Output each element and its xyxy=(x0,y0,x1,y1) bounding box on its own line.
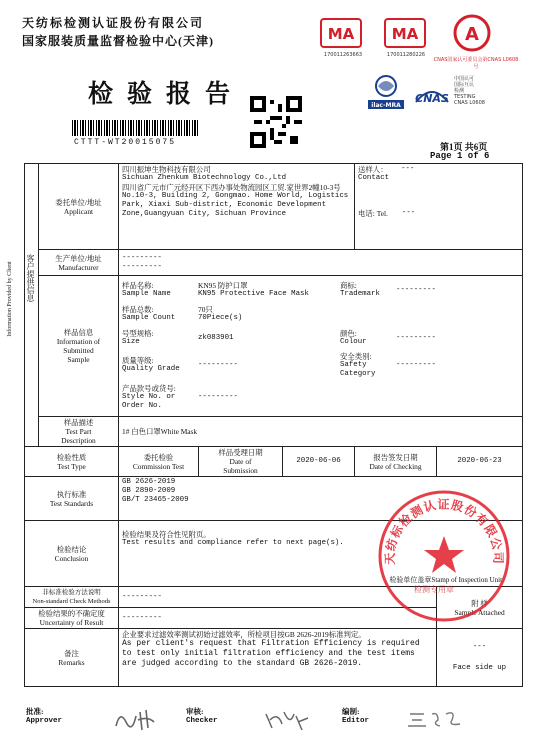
standard-item: GB 2890-2009 xyxy=(122,487,176,495)
sample-attached-value xyxy=(437,629,523,687)
checker-label-en: Checker xyxy=(186,717,218,725)
contact-block xyxy=(355,164,523,250)
approver-label-cn: 批准: xyxy=(26,707,44,716)
client-side-cn: 客户提供信息 xyxy=(26,254,35,302)
uncertainty-en: Uncertainty of Result xyxy=(39,618,104,627)
test-type-value-cn: 委托检验 xyxy=(143,452,174,462)
safety-value: --------- xyxy=(396,360,436,369)
cnas-line-4: TESTING xyxy=(454,94,476,100)
report-title: 检验报告 xyxy=(88,81,245,108)
sample-info-grid xyxy=(119,278,522,414)
contact-label-en: Contact xyxy=(358,174,390,182)
cma-logo-2 xyxy=(384,18,426,50)
checking-label xyxy=(355,447,437,477)
submission-cn: 样品受理日期 xyxy=(218,448,263,457)
editor-signature xyxy=(404,708,468,735)
client-side-en: Information Provided by Client xyxy=(6,261,13,337)
barcode xyxy=(72,120,200,136)
svg-text:A: A xyxy=(465,24,479,45)
sample-name-value-cn: KN95 防护口罩 xyxy=(198,281,248,290)
page-number-cn: 第1页 共6页 xyxy=(440,142,488,152)
safety-label-cn: 安全类别: xyxy=(340,351,372,361)
stamp-note: 检验单位盖章Stamp of Inspection Unit xyxy=(389,576,503,584)
official-stamp xyxy=(374,486,514,626)
checker-block xyxy=(186,706,218,725)
sample-attached-value-1: --- xyxy=(472,642,487,651)
tel-value: --- xyxy=(401,209,416,217)
non-standard-cn: 非标准检验方法说明 xyxy=(42,589,101,596)
tel-label: 电话: Tel. xyxy=(358,209,388,218)
size-value: zk083901 xyxy=(198,333,234,342)
cnas-logo xyxy=(412,80,452,110)
test-type-label xyxy=(25,447,119,477)
cma-cert-1: 170011263663 xyxy=(323,52,363,58)
conclusion-text-cn: 检验结果及符合性见附页。 xyxy=(122,530,211,539)
style-label-en-1: Style No. or xyxy=(122,392,176,401)
conclusion-text-en: Test results and compliance refer to next page(s). xyxy=(122,539,344,547)
cnas-line-2: 国际互认 xyxy=(454,82,475,88)
test-part-cn: 样品描述 xyxy=(63,418,94,427)
quality-label-cn: 质量等级: xyxy=(122,356,154,365)
org-name: 天纺标检测认证股份有限公司 xyxy=(22,16,205,30)
applicant-name-cn: 四川振坤生物科技有限公司 xyxy=(122,165,211,174)
sample-info-block xyxy=(119,276,523,417)
editor-label-en: Editor xyxy=(342,717,370,725)
test-part-en-2: Description xyxy=(61,436,96,445)
test-type-cn: 检验性质 xyxy=(56,452,87,462)
colour-label-en: Colour xyxy=(340,338,367,346)
applicant-label-en: Applicant xyxy=(63,206,94,216)
test-type-value xyxy=(119,447,199,477)
standards-label xyxy=(25,477,119,521)
uncertainty-value: --------- xyxy=(119,608,437,629)
non-standard-en: Non-standard Check Methods xyxy=(32,598,111,605)
safety-label-en-2: Category xyxy=(340,369,376,378)
applicant-label-cn: 委托单位/地址 xyxy=(55,197,102,207)
applicant-addr-en: No.10-3, Building 2, Gongmao. Home World, Logistics Park, Xiaxi Sub-district, Economic Development Zone,Guangyuan City, Sichuan Province xyxy=(122,192,349,218)
remarks-text-en: As per client's request that Filtration Efficiency is required to test only initial filtration efficiency and the test items are judged according to the standard GB 2626-2019. xyxy=(122,639,420,668)
checking-en: Date of Checking xyxy=(369,461,422,471)
sample-attached-value-2: Face side up xyxy=(452,663,507,672)
page-number-en: Page 1 of 6 xyxy=(430,151,490,161)
submission-label xyxy=(199,447,283,477)
sample-info-en-2: Submitted xyxy=(63,346,94,355)
applicant-name-en: Sichuan Zhenkum Biotechnology Co.,Ltd xyxy=(122,174,287,182)
conclusion-label xyxy=(25,521,119,587)
count-label-cn: 样品总数: xyxy=(122,305,154,314)
cnas-line-3: 检测 xyxy=(454,88,465,94)
center-name: 国家服装质量监督检验中心(天津) xyxy=(22,34,214,48)
qr-code xyxy=(250,96,302,148)
client-side-label xyxy=(25,164,39,447)
size-label-en: Size xyxy=(122,338,140,346)
remarks-en: Remarks xyxy=(58,657,85,667)
trademark-label-en: Trademark xyxy=(340,290,380,298)
sample-name-label-cn: 样品名称: xyxy=(122,281,154,290)
sample-name-value-en: KN95 Protective Face Mask xyxy=(198,290,309,298)
checking-date: 2020-06-23 xyxy=(437,447,523,477)
submission-en-1: Date of xyxy=(229,457,252,466)
conclusion-cn: 检验结论 xyxy=(56,544,87,554)
checker-label-cn: 审核: xyxy=(186,707,204,716)
svg-text:ilac-MRA: ilac-MRA xyxy=(371,102,401,109)
test-part-en-1: Test Part xyxy=(65,427,92,436)
count-value-en: 70Piece(s) xyxy=(198,314,243,322)
checker-signature xyxy=(262,706,310,739)
manufacturer-label xyxy=(39,250,119,276)
remarks-text-cn: 企业要求过滤效率测试初始过滤效率，所检项目按GB 2626-2019标准判定。 xyxy=(122,630,366,639)
approver-signature xyxy=(112,706,162,739)
manufacturer-value-2: --------- xyxy=(122,262,162,271)
test-type-value-en: Commission Test xyxy=(132,461,185,471)
standard-item: GB 2626-2019 xyxy=(122,478,176,486)
cnas-line-5: CNAS L0608 xyxy=(454,100,485,106)
contact-label-cn: 送样人： xyxy=(358,165,388,174)
sample-info-cn: 样品信息 xyxy=(63,328,94,337)
cnas-text-block xyxy=(454,76,485,106)
applicant-label xyxy=(39,164,119,250)
non-standard-value: --------- xyxy=(119,587,437,608)
count-label-en: Sample Count xyxy=(122,314,176,322)
uncertainty-cn: 检验结果的不确定度 xyxy=(38,609,105,618)
stamp-ring-text: 天纺标检测认证股份有限公司 xyxy=(382,497,506,565)
manufacturer-label-en: Manufacturer xyxy=(58,262,99,272)
sample-info-label xyxy=(39,276,119,417)
colour-value: --------- xyxy=(396,333,436,342)
manufacturer-value xyxy=(119,250,523,276)
test-type-en: Test Type xyxy=(57,461,86,471)
sample-name-label-en: Sample Name xyxy=(122,290,171,298)
submission-en-2: Submission xyxy=(223,466,258,475)
manufacturer-value-1: --------- xyxy=(122,253,162,262)
remarks-value xyxy=(119,629,437,687)
approver-label-en: Approver xyxy=(26,717,63,725)
checking-cn: 报告签发日期 xyxy=(373,452,418,462)
remarks-cn: 备注 xyxy=(64,648,79,658)
sample-attached-cn: 附 样 xyxy=(471,598,488,608)
editor-label-cn: 编制: xyxy=(342,707,360,716)
test-part-value: 1# 白色口罩White Mask xyxy=(119,417,523,447)
editor-block xyxy=(342,706,369,725)
trademark-label-cn: 商标: xyxy=(340,281,357,290)
applicant-addr-cn: 四川省广元市广元经开区下西办事处物流园区工贸.家世界2幢10-3号 xyxy=(122,183,341,192)
sample-info-en-3: Sample xyxy=(67,355,90,364)
standards-en: Test Standards xyxy=(49,498,94,508)
cal-cert: CNAS国家认可委员会第CNAS L0608号 xyxy=(433,57,519,70)
svg-text:CNAS: CNAS xyxy=(415,92,449,105)
colour-label-cn: 颜色: xyxy=(340,329,357,338)
quality-value: --------- xyxy=(198,360,238,369)
conclusion-en: Conclusion xyxy=(54,553,89,563)
cnas-line-1: 中国认可 xyxy=(454,76,475,82)
stamp-center-text: 检测专用章 xyxy=(414,585,454,594)
cma-cert-2: 170011280226 xyxy=(386,52,426,58)
svg-text:MA: MA xyxy=(391,25,419,43)
cal-logo xyxy=(452,14,492,52)
uncertainty-label xyxy=(25,608,119,629)
contact-value: --- xyxy=(401,165,415,173)
style-label-cn: 产品款号或货号: xyxy=(122,383,176,393)
size-label-cn: 号型规格: xyxy=(122,329,154,338)
submission-date: 2020-06-06 xyxy=(283,447,355,477)
style-label-en-2: Order No. xyxy=(122,401,162,410)
remarks-label xyxy=(25,629,119,687)
quality-label-en: Quality Grade xyxy=(122,365,180,373)
test-part-label xyxy=(39,417,119,447)
barcode-text: CTTT-WT20015075 xyxy=(74,138,177,147)
approver-block xyxy=(26,706,62,725)
sample-info-en-1: Information of xyxy=(56,337,101,346)
svg-text:MA: MA xyxy=(327,25,355,43)
standards-cn: 执行标准 xyxy=(56,489,87,499)
style-value: --------- xyxy=(198,392,238,401)
trademark-value: --------- xyxy=(396,285,436,294)
safety-label-en-1: Safety xyxy=(340,360,367,369)
ilac-mra-logo xyxy=(364,72,408,112)
applicant-value xyxy=(119,164,355,250)
sample-attached-en: Sample Attached xyxy=(454,607,505,617)
manufacturer-label-cn: 生产单位/地址 xyxy=(55,253,102,263)
count-value-cn: 70只 xyxy=(198,305,213,314)
non-standard-label xyxy=(25,587,119,608)
cma-logo-1 xyxy=(320,18,362,50)
standard-item: GB/T 23465-2009 xyxy=(122,496,189,504)
